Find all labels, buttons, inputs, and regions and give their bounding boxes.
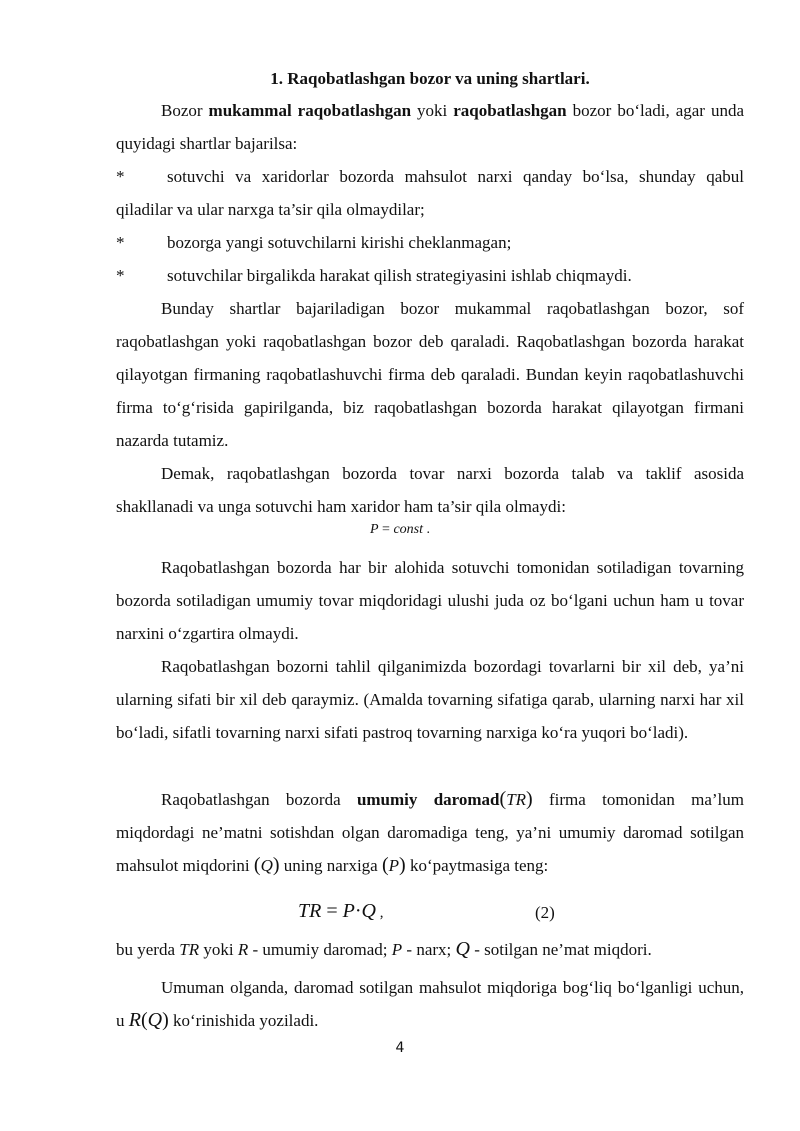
formula-number: (2) — [535, 903, 555, 922]
paragraph-generally: Umuman olganda, daromad sotilgan mahsulot miqdoriga bog‘liq bo‘lganligi uchun, u R(Q) ko‘rinishida yoziladi. — [116, 978, 744, 1031]
formula-total-revenue: TR = P·Q , — [298, 900, 384, 922]
bullet-mark: * — [116, 266, 125, 285]
paragraph-definitions: bu yerda TR yoki R - umumiy daromad; P - narx; Q - sotilgan ne’mat miqdori. — [116, 938, 652, 960]
symbol-tr: TR — [506, 790, 527, 809]
intro-paragraph: Bozor mukammal raqobatlashgan yoki raqobatlashgan bozor bo‘ladi, agar unda quyidagi shartlar bajarilsa: — [116, 101, 745, 153]
section-title: 1. Raqobatlashgan bozor va uning shartlari. — [270, 69, 590, 88]
bullet-mark: * — [116, 233, 125, 252]
paragraph-total-revenue: Raqobatlashgan bozorda umumiy daromad(TR) firma tomonidan ma’lum miqdordagi ne’matni sotishdan olgan daromadiga teng, ya’ni umumiy daromad sotilgan mahsulot miqdorini (Q) uning narxiga (P) ko‘paytmasiga teng: — [116, 788, 745, 876]
paragraph-analysis: Raqobatlashgan bozorni tahlil qilganimizda bozordagi tovarlarni bir xil deb, ya’ni ularning sifati bir xil deb qaraymiz. (Amalda tovarning sifatiga qarab, ularning narxi har xil bo‘ladi, sifatli tovarning narxi sifati pastroq tovarning narxiga ko‘ra yuqori bo‘ladi). — [116, 657, 744, 742]
symbol-q: Q — [260, 856, 273, 875]
page-number: 4 — [395, 1040, 405, 1056]
list-item — [116, 226, 744, 259]
bullet-text: sotuvchi va xaridorlar bozorda mahsulot narxi qanday bo‘lsa, shunday qabul qiladilar va ular narxga ta’sir qila olmaydilar; — [116, 167, 744, 219]
paragraph-demak: Demak, raqobatlashgan bozorda tovar narxi bozorda talab va taklif asosida shakllanadi va unga sotuvchi ham xaridor ham ta’sir qila olmaydi: — [116, 464, 744, 516]
paragraph-share: Raqobatlashgan bozorda har bir alohida sotuvchi tomonidan sotiladigan tovarning bozorda sotiladigan umumiy tovar miqdoridagi ulushi juda oz bo‘lgani uchun ham u tovar narxini o‘zgartira olmaydi. — [116, 558, 744, 643]
term-total-revenue: umumiy daromad — [356, 790, 500, 809]
paragraph-bunday: Bunday shartlar bajariladigan bozor mukammal raqobatlashgan bozor, sof raqobatlashgan yoki raqobatlashgan bozor deb qaraladi. Raqobatlashgan bozorda harakat qilayotgan firmaning raqobatlashuvchi firma deb qaraladi. Bundan keyin raqobatlashuvchi firma to‘g‘risida gapirilganda, biz raqobatlashgan bozorda harakat qilayotgan firmani nazarda tutamiz. — [116, 299, 744, 450]
formula-price-const: P = const . — [369, 522, 431, 537]
term-competitive: raqobatlashgan — [453, 101, 567, 120]
symbol-p: P — [388, 856, 400, 875]
bullet-text: sotuvchilar birgalikda harakat qilish strategiyasini ishlab chiqmaydi. — [167, 266, 632, 285]
list-item — [116, 259, 744, 292]
bullet-mark: * — [116, 167, 125, 186]
term-perfect-competition: mukammal raqobatlashgan — [208, 101, 412, 120]
bullet-text: bozorga yangi sotuvchilarni kirishi cheklanmagan; — [167, 233, 512, 252]
list-item — [116, 160, 744, 226]
